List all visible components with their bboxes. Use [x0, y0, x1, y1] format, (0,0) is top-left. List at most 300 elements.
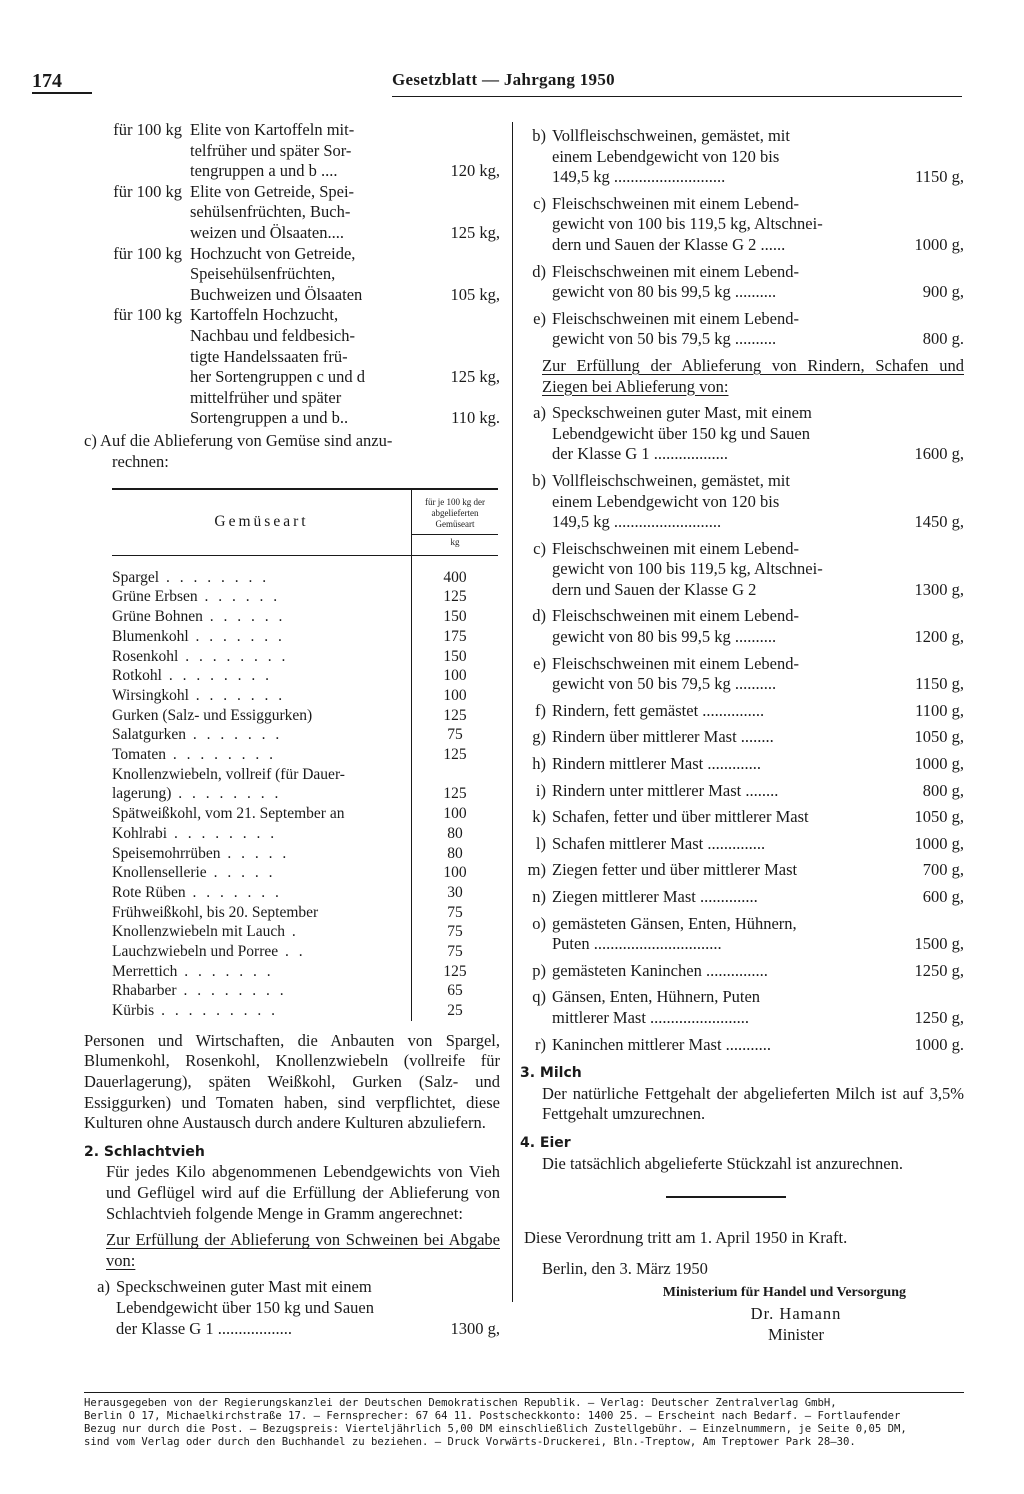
pig-items: [520, 126, 964, 350]
leader-dots: . . . . . . .: [188, 686, 286, 704]
entry-line: [552, 559, 964, 580]
item-marker: c): [533, 538, 546, 558]
leader-dots: . . . . . . .: [185, 883, 282, 901]
veg-name-cell: [112, 587, 412, 607]
veg-name-cell: [112, 725, 412, 745]
entry-line: [552, 539, 964, 560]
leader-dots: . . . . . . . .: [176, 982, 287, 1000]
table-row: [112, 824, 498, 844]
section-4-heading: 4. Eier: [520, 1134, 571, 1151]
item-body: [552, 834, 964, 855]
entry-value: 1450 g,: [914, 512, 964, 532]
entry-text: dern und Sauen der Klasse G 2 ......: [552, 234, 786, 254]
entry-line: [116, 1277, 500, 1298]
entry-value: [496, 1277, 500, 1298]
entry-line: [552, 914, 964, 935]
veg-name: Speisemohrrüben: [112, 844, 221, 862]
seed-rule-label: für 100 kg: [113, 181, 182, 201]
table-row: [112, 863, 498, 883]
entry-text: weizen und Ölsaaten....: [190, 222, 344, 242]
entry-text: Speckschweinen guter Mast mit einem: [116, 1277, 372, 1297]
veg-value: 175: [412, 627, 499, 647]
entry-line: [552, 424, 964, 445]
entry-text: gewicht von 100 bis 119,5 kg, Altschnei-: [552, 559, 823, 579]
entry-line: [552, 194, 964, 215]
entry-text: Fleischschweinen mit einem Lebend-: [552, 606, 799, 626]
entry-line: [552, 580, 964, 601]
entry-value: 1050 g,: [914, 807, 964, 827]
table-row: [112, 1001, 498, 1021]
entry-value: 1150 g,: [915, 167, 964, 187]
entry-line: [190, 347, 500, 368]
entry-text: gemästeten Gänsen, Enten, Hühnern,: [552, 913, 797, 933]
cattle-heading: Zur Erfüllung der Ablieferung von Rindern, Schafen und Ziegen bei Ablieferung von:: [542, 355, 964, 396]
entry-line: [552, 512, 964, 533]
entry-text: gewicht von 50 bis 79,5 kg ..........: [552, 329, 777, 349]
entry-text: Ziegen fetter und über mittlerer Mast: [552, 860, 798, 880]
entry-value: [960, 914, 964, 935]
imprint-footer: [84, 1392, 964, 1449]
entry-line: [116, 1298, 500, 1319]
veg-name-cell: [112, 903, 412, 923]
entry-value: [496, 1298, 500, 1319]
list-item: [520, 126, 964, 188]
leader-dots: . . . . . . .: [186, 726, 283, 744]
veg-name: Spargel: [112, 568, 160, 586]
item-marker: h): [532, 754, 546, 774]
entry-value: 1150 g,: [915, 674, 964, 694]
entry-text: Rindern unter mittlerer Mast ........: [552, 780, 779, 800]
entry-line: [552, 701, 964, 722]
footer-line-1: Herausgegeben von der Regierungskanzlei der Deutschen Demokratischen Republik. — Verlag: Deutscher Zentralverlag GmbH,: [84, 1397, 837, 1409]
place-date: Berlin, den 3. März 1950: [542, 1258, 708, 1278]
veg-value: 100: [412, 686, 499, 706]
entry-line: [552, 727, 964, 748]
leader-dots: . . . . . . . .: [166, 746, 277, 764]
item-body: [552, 194, 964, 256]
item-marker: i): [535, 780, 546, 800]
entry-line: [190, 367, 500, 388]
closing-sentence: Diese Verordnung tritt am 1. April 1950 in Kraft.: [524, 1228, 848, 1248]
entry-line: [190, 182, 500, 203]
veg-name-cell: [112, 627, 412, 647]
item-marker: b): [532, 470, 546, 490]
table-row: [112, 706, 498, 726]
entry-line: [552, 1035, 964, 1056]
footer-line-3: Bezug nur durch die Post. — Bezugspreis: Vierteljährlich 5,00 DM einschließlich Zustellgebühr. — Einzelnummern, je Seite 0,05 DM,: [84, 1423, 907, 1435]
entry-value: 120 kg,: [450, 161, 500, 181]
list-item: [520, 914, 964, 955]
leader-dots: . . . . . .: [197, 588, 281, 606]
leader-dots: . . . . . . . .: [159, 568, 270, 586]
entry-value: [960, 194, 964, 215]
entry-text: Speckschweinen guter Mast, mit einem: [552, 403, 812, 423]
veg-name: Merrettich: [112, 962, 178, 980]
veg-name: Rhabarber: [112, 982, 177, 1000]
list-item: [520, 727, 964, 748]
entry-value: 800 g.: [922, 329, 964, 349]
leader-dots: . . . . . . . .: [161, 667, 272, 685]
entry-text: Vollfleischschweinen, gemästet, mit: [552, 126, 790, 145]
leader-dots: . . . . . . .: [188, 627, 285, 645]
entry-value: [960, 262, 964, 283]
list-item: [520, 654, 964, 695]
entry-value: [960, 492, 964, 513]
list-item: [520, 1035, 964, 1056]
entry-line: [552, 654, 964, 675]
item-body: [552, 539, 964, 601]
entry-value: 1050 g,: [914, 727, 964, 747]
signature-rule: [666, 1196, 786, 1198]
veg-name: Kohlrabi: [112, 824, 168, 842]
cattle-items: [520, 403, 964, 1055]
leader-dots: . . . . .: [220, 844, 290, 862]
entry-value: [960, 559, 964, 580]
entry-value: 1000 g.: [914, 1034, 964, 1054]
table-row: [112, 962, 498, 982]
entry-value: [496, 120, 500, 141]
entry-text: Schafen, fetter und über mittlerer Mast: [552, 807, 809, 827]
entry-line: [552, 934, 964, 955]
veg-name: Salatgurken: [112, 726, 187, 744]
list-item: [520, 987, 964, 1028]
entry-value: [960, 147, 964, 168]
entry-line: [552, 282, 964, 303]
entry-line: [552, 1008, 964, 1029]
leader-dots: . . . . .: [206, 864, 276, 882]
table-row: [112, 942, 498, 962]
signatory-role: Minister: [768, 1324, 824, 1344]
entry-line: [552, 887, 964, 908]
entry-line: [552, 235, 964, 256]
table-row: [112, 555, 498, 587]
veg-value: 125: [412, 587, 499, 607]
footer-line-2: Berlin O 17, Michaelkirchstraße 17. — Fernsprecher: 67 64 11. Postscheckkonto: 1400 25. — Erscheint nach Bedarf. — Fortlaufender: [84, 1410, 901, 1422]
veg-name: Rosenkohl: [112, 647, 179, 665]
item-marker: f): [535, 700, 546, 720]
entry-text: dern und Sauen der Klasse G 2: [552, 579, 757, 599]
item-body: [552, 754, 964, 775]
entry-text: Elite von Getreide, Spei-: [190, 181, 355, 201]
entry-text: sehülsenfrüchten, Buch-: [190, 202, 351, 222]
list-item: [520, 781, 964, 802]
entry-value: 900 g,: [922, 282, 964, 302]
veg-value: 65: [412, 981, 499, 1001]
table-row: [112, 883, 498, 903]
veg-value: 75: [412, 942, 499, 962]
table-row: [112, 745, 498, 765]
item-marker: d): [532, 261, 546, 281]
table-row: [112, 686, 498, 706]
entry-text: mittlerer Mast ........................: [552, 1007, 750, 1027]
entry-text: Vollfleischschweinen, gemästet, mit: [552, 470, 790, 490]
veg-name-cell: [112, 981, 412, 1001]
entry-line: [190, 285, 500, 306]
veg-name-cell: [112, 922, 412, 942]
entry-text: Lebendgewicht über 150 kg und Sauen: [116, 1297, 374, 1317]
persons-paragraph: Personen und Wirtschaften, die Anbauten von Spargel, Blumenkohl, Rosenkohl, Knollenzwiebeln (vollreife für Dauerlagerung), späten Weißkohl, Gurken (Salz- und Essiggurken) und Tomaten haben, sind verpflichtet, diese Kulturen ohne Austausch durch andere Kulturen abzuliefern.: [84, 1030, 500, 1133]
veg-value: 125: [412, 706, 499, 726]
veg-name-cell: [112, 706, 412, 726]
entry-text: Elite von Kartoffeln mit-: [190, 120, 355, 139]
seed-rule-entry: [84, 120, 500, 182]
entry-value: [960, 403, 964, 424]
entry-text: telfrüher und später Sor-: [190, 140, 352, 160]
entry-value: 800 g,: [922, 780, 964, 800]
table-row: [112, 647, 498, 667]
entry-line: [552, 262, 964, 283]
entry-text: gemästeten Kaninchen ...............: [552, 960, 768, 980]
entry-text: Rindern mittlerer Mast .............: [552, 754, 761, 774]
entry-value: 1300 g,: [914, 579, 964, 599]
item-body: [552, 914, 964, 955]
seed-rule-entry: [84, 305, 500, 429]
entry-text: Rindern über mittlerer Mast ........: [552, 727, 774, 747]
entry-line: [190, 326, 500, 347]
veg-value: [412, 765, 499, 785]
item-marker: c): [533, 193, 546, 213]
veg-name-cell: [112, 647, 412, 667]
entry-line: [190, 244, 500, 265]
veg-name: Wirsingkohl: [112, 686, 189, 704]
entry-line: [552, 781, 964, 802]
table-row: [112, 903, 498, 923]
veg-value: 30: [412, 883, 499, 903]
entry-text: der Klasse G 1 ..................: [116, 1318, 292, 1338]
entry-text: tigte Handelssaaten frü-: [190, 346, 348, 366]
entry-value: 1200 g,: [914, 627, 964, 647]
seed-rule-body: [190, 244, 500, 306]
list-item: [520, 860, 964, 881]
entry-line: [190, 408, 500, 429]
entry-line: [552, 860, 964, 881]
entry-value: 1600 g,: [914, 444, 964, 464]
entry-line: [552, 167, 964, 188]
veg-name: Blumenkohl: [112, 627, 189, 645]
table-row: [112, 844, 498, 864]
ministry-name: Ministerium für Handel und Versorgung: [662, 1285, 906, 1301]
entry-line: [552, 807, 964, 828]
veg-value: 150: [412, 607, 499, 627]
section-2-paragraph: Für jedes Kilo abgenommenen Lebendgewichts von Vieh und Geflügel wird auf die Erfüllung der Ablieferung von Schlachtvieh folgende Menge in Gramm angerechnet:: [106, 1162, 500, 1223]
footer-line-4: sind vom Verlag oder durch den Buchhandel zu beziehen. — Druck Vorwärts-Druckerei, Bln.-Treptow, Am Treptower Park 28—30.: [84, 1436, 856, 1448]
table-row: [112, 666, 498, 686]
veg-name-cell: [112, 555, 412, 587]
leader-dots: . . . . . . .: [177, 962, 274, 980]
entry-value: [960, 987, 964, 1008]
veg-name-cell: [112, 942, 412, 962]
right-column: [520, 120, 964, 1345]
leader-dots: . . . . . . . .: [171, 785, 282, 803]
entry-line: [190, 223, 500, 244]
item-marker: a): [97, 1277, 110, 1297]
item-marker: e): [533, 653, 546, 673]
veg-name-cell: [112, 666, 412, 686]
veg-intro: [84, 431, 500, 472]
entry-line: [552, 834, 964, 855]
item-body: [552, 860, 964, 881]
entry-text: der Klasse G 1 ..................: [552, 444, 728, 464]
item-body: [552, 1035, 964, 1056]
list-item: [520, 754, 964, 775]
veg-name-cell: [112, 962, 412, 982]
entry-line: [552, 403, 964, 424]
veg-header-name: Gemüseart: [112, 489, 412, 555]
veg-value: 75: [412, 922, 499, 942]
entry-value: [496, 347, 500, 368]
table-row: [112, 765, 498, 785]
item-body: [552, 961, 964, 982]
entry-text: Ziegen mittlerer Mast ..............: [552, 887, 758, 906]
entry-line: [552, 674, 964, 695]
list-item: [520, 701, 964, 722]
veg-name-cell: [112, 824, 412, 844]
entry-line: [190, 388, 500, 409]
entry-line: [552, 444, 964, 465]
veg-name-cell: [112, 883, 412, 903]
table-row: [112, 784, 498, 804]
section-2-heading: 2. Schlachtvieh: [84, 1143, 205, 1160]
list-item: [520, 807, 964, 828]
veg-name: Spätweißkohl, vom 21. September an: [112, 805, 345, 823]
section-3-heading: 3. Milch: [520, 1065, 582, 1082]
entry-text: tengruppen a und b ....: [190, 161, 338, 181]
entry-line: [190, 161, 500, 182]
veg-name: Kürbis: [112, 1002, 155, 1020]
veg-name: Knollenzwiebeln mit Lauch: [112, 923, 286, 941]
entry-text: einem Lebendgewicht von 120 bis: [552, 146, 780, 166]
entry-line: [552, 329, 964, 350]
veg-name-cell: [112, 844, 412, 864]
veg-value: 100: [412, 804, 499, 824]
entry-line: [552, 492, 964, 513]
list-item: [520, 834, 964, 855]
leader-dots: . . . . . . . .: [178, 647, 289, 665]
entry-value: [960, 126, 964, 147]
entry-value: 1100 g,: [915, 700, 964, 720]
list-item: [520, 471, 964, 533]
leader-dots: . . . . . .: [202, 608, 286, 626]
item-body: [552, 403, 964, 465]
entry-line: [552, 147, 964, 168]
veg-name: Tomaten: [112, 746, 167, 764]
veg-value: 80: [412, 824, 499, 844]
seed-rule-label: für 100 kg: [113, 243, 182, 263]
leader-dots: . .: [278, 943, 306, 961]
entry-text: 149,5 kg ..........................: [552, 512, 722, 532]
entry-value: 1000 g,: [914, 754, 964, 774]
seed-rule-label: für 100 kg: [113, 120, 182, 139]
veg-intro-line-1: c) Auf die Ablieferung von Gemüse sind anzu-: [84, 430, 393, 450]
seed-rule-body: [190, 305, 500, 429]
veg-name: Rotkohl: [112, 667, 162, 685]
entry-value: [496, 202, 500, 223]
column-divider: [512, 122, 513, 1302]
entry-line: [190, 305, 500, 326]
entry-text: Schafen mittlerer Mast ..............: [552, 833, 766, 853]
entry-line: [552, 214, 964, 235]
entry-text: Kartoffeln Hochzucht,: [190, 305, 339, 325]
entry-text: einem Lebendgewicht von 120 bis: [552, 491, 780, 511]
entry-text: Gänsen, Enten, Hühnern, Puten: [552, 987, 761, 1007]
entry-value: [960, 424, 964, 445]
vegetable-table: [112, 488, 498, 1021]
entry-text: Sortengruppen a und b..: [190, 408, 349, 428]
veg-value: 125: [412, 745, 499, 765]
veg-value: 125: [412, 962, 499, 982]
entry-value: 110 kg.: [451, 408, 500, 428]
header-rule: [392, 96, 962, 97]
leader-dots: .: [285, 923, 299, 941]
entry-value: 1000 g,: [914, 833, 964, 853]
item-marker: e): [533, 308, 546, 328]
item-body: [552, 987, 964, 1028]
entry-line: [552, 627, 964, 648]
list-item: [520, 961, 964, 982]
veg-name-cell: [112, 745, 412, 765]
veg-value: 100: [412, 666, 499, 686]
veg-name: Rote Rüben: [112, 883, 186, 901]
page-title: Gesetzblatt — Jahrgang 1950: [392, 70, 615, 89]
list-item: [520, 606, 964, 647]
section-3-paragraph: Der natürliche Fettgehalt der abgelieferten Milch ist auf 3,5% Fettgehalt umzurechnen.: [542, 1083, 964, 1124]
list-item: [520, 403, 964, 465]
item-body: [552, 727, 964, 748]
veg-name: lagerung): [112, 785, 172, 803]
list-item: [520, 539, 964, 601]
entry-value: 1250 g,: [914, 960, 964, 980]
veg-name-cell: [112, 607, 412, 627]
entry-line: [190, 141, 500, 162]
veg-name-cell: [112, 804, 412, 824]
table-row: [112, 804, 498, 824]
list-item: [520, 194, 964, 256]
entry-value: 700 g,: [922, 860, 964, 880]
item-body: [116, 1277, 500, 1339]
seed-rule-entry: [84, 244, 500, 306]
entry-text: Fleischschweinen mit einem Lebend-: [552, 653, 799, 673]
section-4-paragraph: Die tatsächlich abgelieferte Stückzahl ist anzurechnen.: [542, 1153, 904, 1173]
item-body: [552, 471, 964, 533]
pig-heading: Zur Erfüllung der Ablieferung von Schweinen bei Abgabe von:: [106, 1230, 500, 1270]
veg-name-cell: [112, 1001, 412, 1021]
entry-line: [116, 1319, 500, 1340]
pig-item-a: [84, 1277, 500, 1339]
entry-value: 1250 g,: [914, 1007, 964, 1027]
entry-value: [960, 654, 964, 675]
page-number: 174: [32, 70, 62, 92]
entry-text: gewicht von 80 bis 99,5 kg ..........: [552, 627, 777, 647]
entry-value: [960, 309, 964, 330]
veg-table-body: [112, 555, 498, 1021]
entry-line: [190, 264, 500, 285]
veg-value: 80: [412, 844, 499, 864]
entry-text: gewicht von 100 bis 119,5 kg, Altschnei-: [552, 214, 823, 234]
entry-value: [960, 471, 964, 492]
entry-text: Nachbau und feldbesich-: [190, 325, 355, 345]
entry-line: [552, 961, 964, 982]
item-marker: r): [535, 1034, 546, 1054]
leader-dots: . . . . . . . .: [167, 824, 278, 842]
item-marker: b): [532, 126, 546, 145]
entry-value: [496, 244, 500, 265]
veg-name-cell: [112, 765, 412, 785]
entry-value: [496, 388, 500, 409]
entry-text: Fleischschweinen mit einem Lebend-: [552, 193, 799, 213]
entry-text: gewicht von 50 bis 79,5 kg ..........: [552, 674, 777, 694]
item-body: [552, 309, 964, 350]
entry-value: 1500 g,: [914, 934, 964, 954]
